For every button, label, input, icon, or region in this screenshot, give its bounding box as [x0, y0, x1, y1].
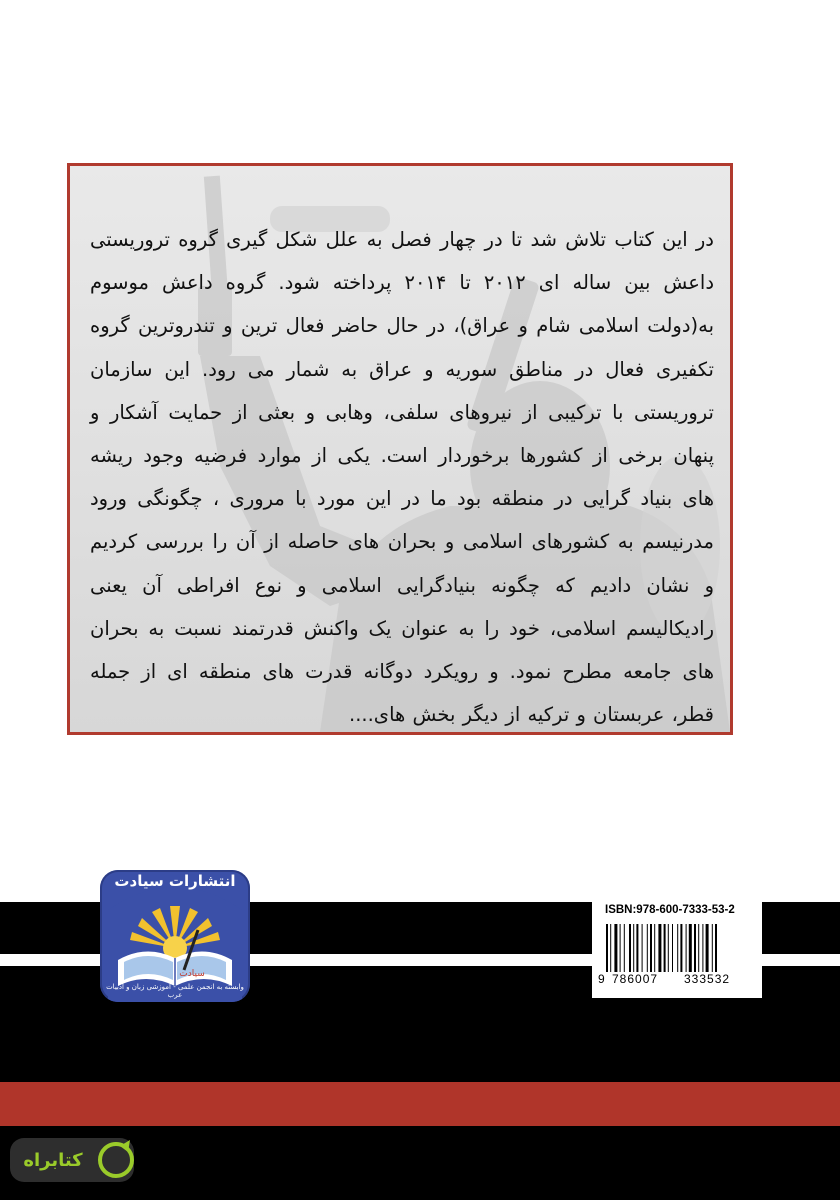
isbn-label: ISBN:978-600-7333-53-2 [605, 904, 735, 916]
barcode-bar [606, 924, 608, 972]
barcode-block [592, 896, 762, 998]
barcode-bar [668, 924, 669, 972]
barcode-bar [680, 924, 682, 972]
barcode-digits-right: 333532 [684, 972, 731, 986]
publisher-name: انتشارات سیادت [114, 872, 236, 890]
barcode-bar [614, 924, 617, 972]
barcode-bar [647, 924, 648, 972]
barcode-bar [664, 924, 666, 972]
barcode-digit-first: 9 [598, 972, 605, 986]
barcode-bar [624, 924, 625, 972]
barcode-bar [654, 924, 655, 972]
barcode-digits-left: 786007 [612, 972, 659, 986]
watermark [8, 1132, 136, 1188]
barcode-bar [636, 924, 638, 972]
publisher-caption: وابسته به انجمن علمی - آموزشی زبان و ادبیات عرب [106, 983, 244, 999]
watermark-text: کتابراه [23, 1150, 83, 1171]
barcode-bar [677, 924, 678, 972]
barcode-bar [686, 924, 687, 972]
barcode-bar [620, 924, 621, 972]
barcode-bar [694, 924, 696, 972]
barcode-bar [658, 924, 661, 972]
publisher-logo [100, 870, 250, 1002]
barcode-bar [715, 924, 717, 972]
barcode-bar [629, 924, 631, 972]
blurb-text: در این کتاب تلاش شد تا در چهار فصل به علل شکل گیری گروه تروریستی داعش بین ساله ای ۲۰۱۲ تا ۲۰۱۴ پرداخته شود. گروه داعش موسوم به(دولت اسلامی شام و عراق)، در حال حاضر فعال ترین و تندروترین گروه تکفیری فعال در مناطق سوریه و عراق به شمار می رود. این سازمان تروریستی با ترکیبی از نیروهای سلفی، وهابی و بعثی از حمایت آشکار و پنهان برخی از کشورها برخوردار است. یکی از موارد فرضیه وجود ریشه های بنیاد گرایی در منطقه بود ما در این مورد با مروری ، چگونگی ورود مدرنیسم به کشورهای اسلامی و بحران های حاصله از آن را بررسی کردیم و نشان دادیم که چگونه بنیادگرایی اسلامی و نوع افراطی آن یعنی رادیکالیسم اسلامی، خود را به عنوان یک واکنش قدرتمند نسبت به بحران های جامعه مطرح نمود. و رویکرد دوگانه قدرت های منطقه ای از جمله قطر، عربستان و ترکیه از دیگر بخش های.... [90, 228, 715, 727]
barcode-bar [642, 924, 643, 972]
barcode-bar [698, 924, 699, 972]
black-stripe-lower [0, 998, 840, 1082]
barcode-bar [633, 924, 634, 972]
logo-emblem-text: سیادت [179, 969, 205, 979]
barcode-bar [702, 924, 703, 972]
blurb-frame [67, 163, 733, 735]
barcode-bar [610, 924, 611, 972]
barcode-bar [712, 924, 713, 972]
barcode-bar [706, 924, 709, 972]
barcode-bar [672, 924, 673, 972]
barcode-bar [689, 924, 692, 972]
barcode-icon [606, 924, 752, 972]
barcode-bar [650, 924, 652, 972]
red-stripe [0, 1082, 840, 1126]
